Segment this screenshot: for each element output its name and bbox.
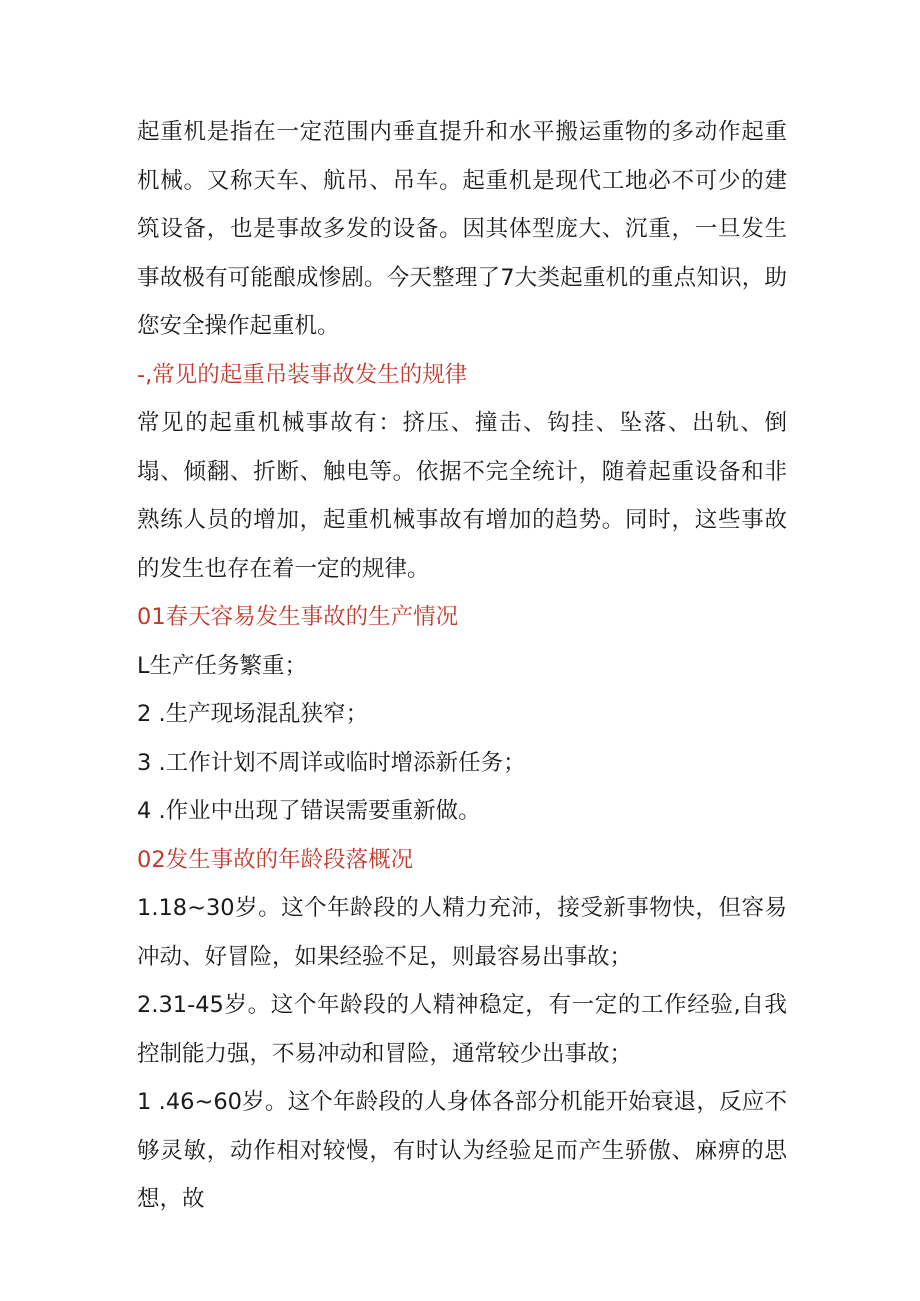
list-item: 4 .作业中出现了错误需要重新做。 <box>137 798 481 824</box>
subsection-heading-spring: 01春天容易发生事故的生产情况 <box>137 604 459 630</box>
intro-paragraph: 起重机是指在一定范围内垂直提升和水平搬运重物的多动作起重机械。又称天车、航吊、吊车。起重机是现代工地必不可少的建筑设备，也是事故多发的设备。因其体型庞大、沉重，一旦发生事故极有可能酿成惨剧。今天整理了7大类起重机的重点知识，助您安全操作起重机。 <box>137 119 787 339</box>
list-item: 1.18~30岁。这个年龄段的人精力充沛，接受新事物快，但容易冲动、好冒险，如果经验不足，则最容易出事故； <box>137 895 787 970</box>
list-item: 3 .工作计划不周详或临时增添新任务； <box>137 749 526 776</box>
accident-types-paragraph: 常见的起重机械事故有：挤压、撞击、钩挂、坠落、出轨、倒塌、倾翻、折断、触电等。依据不完全统计，随着起重设备和非熟练人员的增加，起重机械事故有增加的趋势。同时，这些事故的发生也存在着一定的规律。 <box>137 410 787 582</box>
subsection-heading-age: 02发生事故的年龄段落概况 <box>137 846 414 873</box>
list-item: 1 .46~60岁。这个年龄段的人身体各部分机能开始衰退，反应不够灵敏，动作相对较慢，有时认为经验足而产生骄傲、麻痹的思想，故 <box>137 1089 787 1212</box>
document-page <box>137 108 787 1224</box>
list-item: 2.31-45岁。这个年龄段的人精神稳定，有一定的工作经验,自我控制能力强，不易冲动和冒险，通常较少出事故； <box>137 992 787 1067</box>
section-heading-accident-patterns: -,常见的起重吊装事故发生的规律 <box>137 361 468 388</box>
list-item: L生产任务繁重； <box>137 652 308 679</box>
list-item: 2 .生产现场混乱狭窄； <box>137 701 369 727</box>
